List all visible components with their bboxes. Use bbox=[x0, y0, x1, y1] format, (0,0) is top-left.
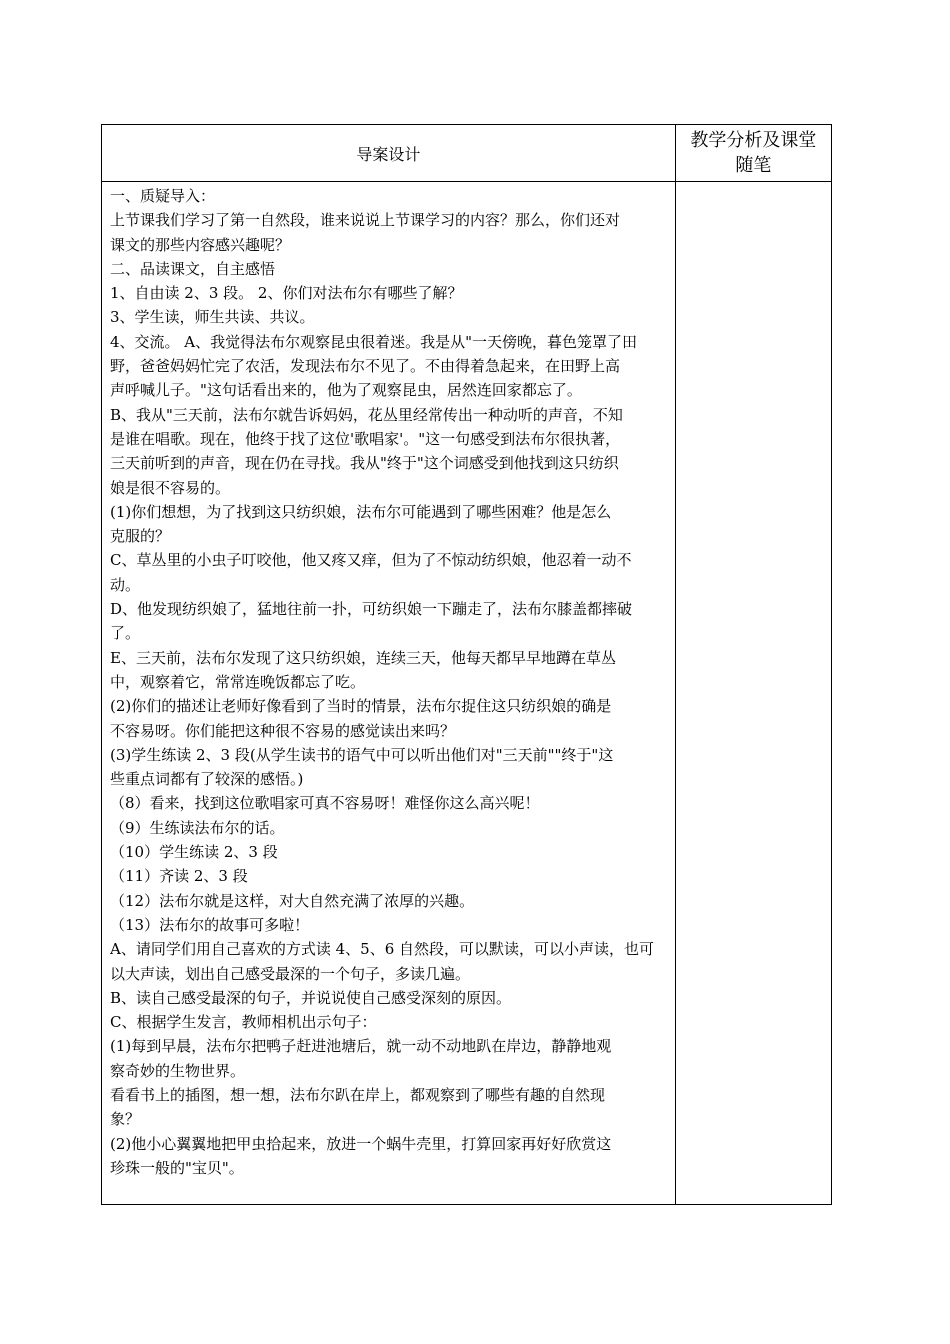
content-line: 声呼喊儿子。"这句话看出来的，他为了观察昆虫，居然连回家都忘了。 bbox=[110, 381, 582, 400]
content-line: 象？ bbox=[110, 1110, 141, 1129]
header-analysis-notes-line-2: 随笔 bbox=[735, 155, 772, 176]
content-line: 看看书上的插图，想一想，法布尔趴在岸上，都观察到了哪些有趣的自然现 bbox=[110, 1085, 606, 1104]
content-line: C、草丛里的小虫子叮咬他，他又疼又痒，但为了不惊动纺织娘，他忍着一动不 bbox=[110, 551, 632, 570]
content-line: 不容易呀。你们能把这种很不容易的感觉读出来吗？ bbox=[110, 721, 456, 740]
content-line: (3)学生练读 2、3 段(从学生读书的语气中可以听出他们对"三天前""终于"这 bbox=[110, 745, 614, 764]
content-line: （11）齐读 2、3 段 bbox=[110, 867, 248, 886]
content-line: 了。 bbox=[110, 624, 141, 643]
content-line: （8）看来，找到这位歌唱家可真不容易呀！难怪你这么高兴呢！ bbox=[110, 794, 540, 813]
content-line: C、根据学生发言，教师相机出示句子： bbox=[110, 1013, 377, 1032]
content-line: (1)每到早晨，法布尔把鸭子赶进池塘后，就一动不动地趴在岸边，静静地观 bbox=[110, 1037, 612, 1056]
content-line: 一、质疑导入： bbox=[110, 187, 216, 205]
content-line: 三天前听到的声音，现在仍在寻找。我从"终于"这个词感受到他找到这只纺织 bbox=[110, 454, 619, 473]
table-header-row bbox=[102, 125, 832, 182]
content-line: 4、交流。 A、我觉得法布尔观察昆虫很着迷。我是从"一天傍晚，暮色笼罩了田 bbox=[110, 332, 638, 351]
content-line: 是谁在唱歌。现在，他终于找了这位'歌唱家'。"这一句感受到法布尔很执著， bbox=[110, 429, 621, 448]
content-line: （9）生练读法布尔的话。 bbox=[110, 818, 285, 837]
content-line: 野，爸爸妈妈忙完了农活，发现法布尔不见了。不由得着急起来，在田野上高 bbox=[110, 357, 621, 376]
content-line: B、读自己感受最深的句子，并说说使自己感受深刻的原因。 bbox=[110, 988, 512, 1007]
header-lesson-design: 导案设计 bbox=[102, 125, 676, 182]
content-line: 动。 bbox=[110, 575, 141, 594]
content-line: 以大声读，划出自己感受最深的一个句子，多读几遍。 bbox=[110, 964, 471, 983]
content-line: （13）法布尔的故事可多啦！ bbox=[110, 915, 310, 934]
header-analysis-notes-line-1: 教学分析及课堂 bbox=[690, 130, 817, 151]
content-line: 些重点词都有了较深的感悟。) bbox=[110, 770, 304, 789]
content-line: (2)他小心翼翼地把甲虫拾起来，放进一个蜗牛壳里，打算回家再好好欣赏这 bbox=[110, 1134, 612, 1153]
notes-cell bbox=[675, 182, 831, 1205]
content-line: 课文的那些内容感兴趣呢？ bbox=[110, 235, 291, 254]
table-body-row bbox=[102, 182, 832, 1205]
lesson-content-lines bbox=[110, 184, 669, 1180]
content-line: (1)你们想想，为了找到这只纺织娘，法布尔可能遇到了哪些困难？他是怎么 bbox=[110, 502, 612, 521]
content-line: D、他发现纺织娘了，猛地往前一扑，可纺织娘一下蹦走了，法布尔膝盖都摔破 bbox=[110, 600, 633, 619]
header-analysis-notes bbox=[675, 125, 831, 182]
content-line: 克服的？ bbox=[110, 527, 171, 546]
content-line: (2)你们的描述让老师好像看到了当时的情景，法布尔捉住这只纺织娘的确是 bbox=[110, 697, 612, 716]
content-line: （12）法布尔就是这样，对大自然充满了浓厚的兴趣。 bbox=[110, 891, 475, 910]
content-line: 1、自由读 2、3 段。 2、你们对法布尔有哪些了解？ bbox=[110, 284, 463, 303]
content-line: 娘是很不容易的。 bbox=[110, 478, 231, 497]
content-line: 中，观察着它，常常连晚饭都忘了吃。 bbox=[110, 672, 366, 691]
content-line: 二、品读课文，自主感悟 bbox=[110, 259, 276, 278]
content-line: （10）学生练读 2、3 段 bbox=[110, 843, 278, 862]
content-line: E、三天前，法布尔发现了这只纺织娘，连续三天，他每天都早早地蹲在草丛 bbox=[110, 648, 616, 667]
content-line: B、我从"三天前，法布尔就告诉妈妈，花丛里经常传出一种动听的声音，不知 bbox=[110, 405, 623, 424]
content-line: 察奇妙的生物世界。 bbox=[110, 1061, 246, 1080]
content-line: 珍珠一般的"宝贝"。 bbox=[110, 1158, 244, 1177]
lesson-plan-table bbox=[101, 124, 832, 1205]
content-line: 上节课我们学习了第一自然段，谁来说说上节课学习的内容？那么，你们还对 bbox=[110, 211, 621, 230]
content-line: 3、学生读，师生共读、共议。 bbox=[110, 308, 315, 327]
lesson-content-cell bbox=[102, 182, 676, 1205]
content-line: A、请同学们用自己喜欢的方式读 4、5、6 自然段，可以默读，可以小声读，也可 bbox=[110, 940, 655, 959]
